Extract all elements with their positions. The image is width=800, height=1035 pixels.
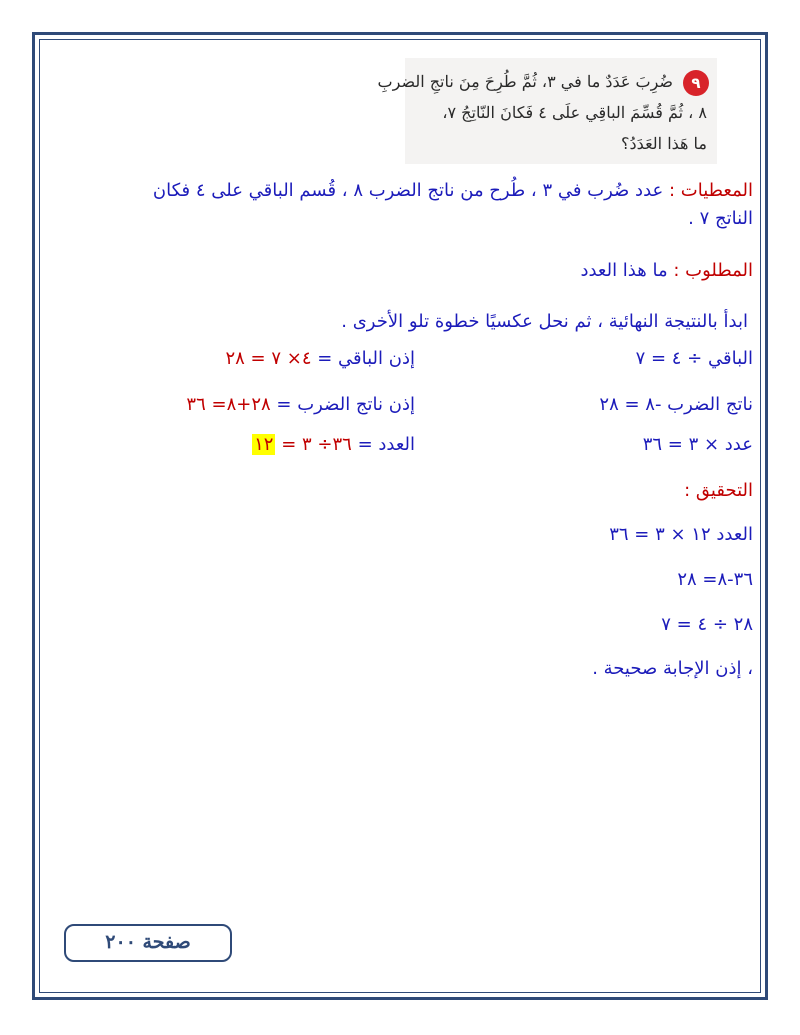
strategy-line: ابدأ بالنتيجة النهائية ، ثم نحل عكسيًا خطوة تلو الأخرى .: [341, 311, 748, 332]
step-2-result: [186, 391, 415, 418]
step-3-result-value: ٣٦÷ ٣ =: [281, 434, 352, 455]
step-3-result: [252, 431, 415, 458]
required-label: المطلوب :: [673, 260, 753, 281]
givens-label: المعطيات :: [669, 180, 753, 201]
required-text: ما هذا العدد: [580, 260, 668, 281]
step-1-result: [225, 345, 415, 372]
step-2-result-label: إذن ناتج الضرب =: [276, 394, 415, 415]
problem-statement: [377, 58, 717, 164]
problem-line-1: ضُرِبَ عَدَدٌ ما في ٣، ثُمَّ طُرِحَ مِنَ ناتجِ الضربِ: [377, 72, 673, 91]
step-3-equation: عدد × ٣ = ٣٦: [642, 434, 753, 455]
problem-number-badge: ٩: [683, 70, 709, 96]
givens-line-1: [60, 177, 753, 204]
problem-line-3: ما هَذا العَدَدُ؟: [621, 134, 707, 153]
check-line-3: ٢٨ ÷ ٤ = ٧: [661, 614, 753, 635]
givens-line-2: الناتج ٧ .: [688, 208, 753, 229]
check-line-2: ٣٦-٨= ٢٨: [677, 569, 753, 590]
givens-text: عدد ضُرب في ٣ ، طُرح من ناتج الضرب ٨ ، قُسم الباقي على ٤ فكان: [152, 180, 664, 201]
final-answer-highlight: ١٢: [254, 434, 274, 455]
check-label: التحقيق :: [684, 480, 753, 501]
required-line: [60, 257, 753, 284]
step-1-equation: الباقي ÷ ٤ = ٧: [635, 348, 753, 369]
check-conclusion: ، إذن الإجابة صحيحة .: [592, 658, 753, 679]
page-number-label: صفحة ٢٠٠: [105, 931, 191, 953]
step-2-result-value: ٢٨+٨= ٣٦: [186, 394, 271, 415]
step-1-result-value: ٤× ٧ = ٢٨: [225, 348, 312, 369]
problem-line-2: ٨ ، ثُمَّ قُسِّمَ الباقِي علَى ٤ فَكانَ النّاتِجُ ٧،: [442, 103, 707, 122]
step-2-equation: ناتج الضرب -٨ = ٢٨: [599, 394, 753, 415]
step-1-result-label: إذن الباقي =: [317, 348, 415, 369]
check-label-line: [60, 477, 753, 504]
check-line-1: العدد ١٢ × ٣ = ٣٦: [609, 524, 753, 545]
step-3-result-label: العدد =: [357, 434, 415, 455]
page-number-badge: [64, 924, 232, 962]
